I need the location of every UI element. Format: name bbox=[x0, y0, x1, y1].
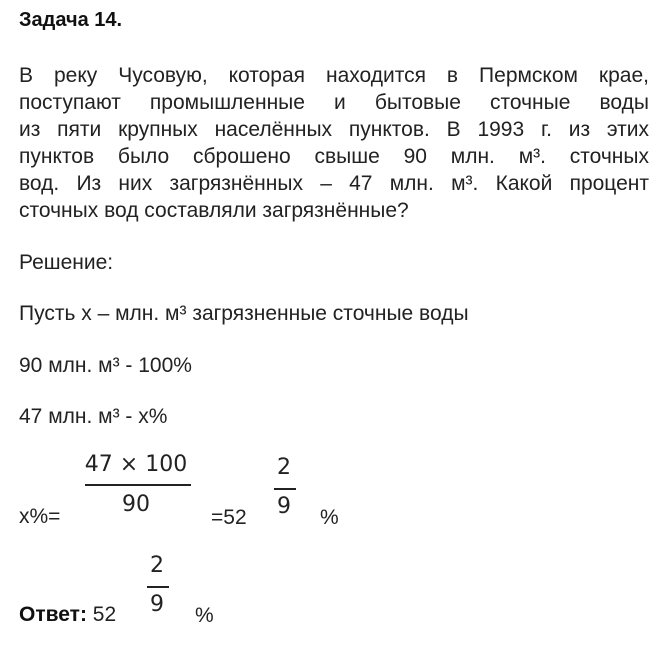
proportion-line-1: 90 млн. м³ - 100% bbox=[19, 354, 192, 377]
calc-fraction-denominator: 9 bbox=[277, 494, 291, 519]
statement-line: вод. Из них загрязнённых – 47 млн. м³. Какой процент bbox=[19, 172, 649, 195]
answer-label: Ответ: bbox=[19, 603, 87, 626]
answer-fraction-bar bbox=[147, 586, 169, 588]
calc-result-whole: =52 bbox=[211, 506, 247, 529]
statement-line: поступают промышленные и бытовые сточные воды bbox=[19, 91, 649, 114]
statement-line: из пяти крупных населённых пунктов. В 1993 г. из этих bbox=[19, 118, 649, 141]
calc-lhs: х%= bbox=[19, 505, 61, 528]
calc-percent-sign: % bbox=[320, 506, 339, 529]
statement-line: пунктов было сброшено свыше 90 млн. м³. сточных bbox=[19, 145, 649, 168]
calc-fraction-numerator: 2 bbox=[277, 455, 291, 480]
statement-line: В реку Чусовую, которая находится в Пермском крае, bbox=[19, 64, 649, 87]
calc-small-fraction-bar bbox=[274, 488, 296, 490]
task-title: Задача 14. bbox=[19, 9, 123, 31]
calc-numerator: 47 × 100 bbox=[84, 452, 188, 477]
let-statement: Пусть х – млн. м³ загрязненные сточные воды bbox=[19, 302, 469, 325]
answer-percent-sign: % bbox=[195, 604, 214, 627]
calc-fraction-bar bbox=[85, 484, 191, 486]
answer-fraction-numerator: 2 bbox=[150, 553, 164, 578]
calc-denominator: 90 bbox=[122, 492, 150, 517]
proportion-line-2: 47 млн. м³ - х% bbox=[19, 405, 168, 428]
answer-fraction-denominator: 9 bbox=[150, 592, 164, 617]
statement-line: сточных вод составляли загрязнённые? bbox=[19, 199, 409, 222]
solution-heading: Решение: bbox=[19, 251, 114, 274]
answer-line bbox=[19, 603, 116, 627]
task-statement bbox=[19, 62, 649, 224]
answer-whole: 52 bbox=[92, 603, 117, 626]
